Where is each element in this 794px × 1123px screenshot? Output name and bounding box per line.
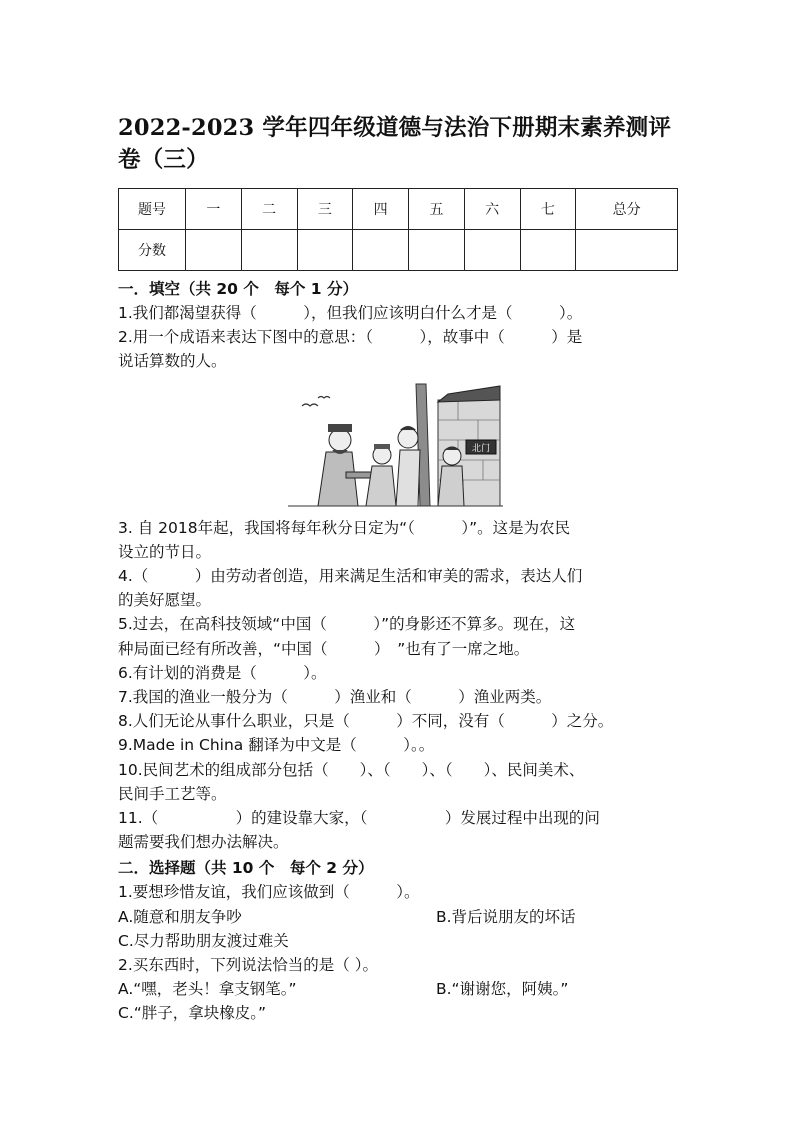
option-c: C.“胖子，拿块橡皮。” [118,1004,267,1023]
score-header-cell: 六 [464,189,520,230]
score-header-cell: 题号 [119,189,186,230]
score-cell [297,230,353,271]
gate-sign-text: 北门 [471,443,491,454]
score-header-cell: 四 [353,189,409,230]
title-line-1: 2022-2023 学年四年级道德与法治下册期末素养测评 [118,115,672,141]
question-stem: 2.买东西时，下列说法恰当的是（ ）。 [118,956,378,975]
question-line: 7.我国的渔业一般分为（ ）渔业和（ ）渔业两类。 [118,688,552,707]
section-1-heading: 一．填空（共 20 个 每个 1 分） [118,280,358,298]
exam-title [118,112,678,176]
question-line: 题需要我们想办法解决。 [118,833,289,852]
question-line: 11.（ ）的建设靠大家，（ ）发展过程中出现的问 [118,809,600,828]
section-2-heading: 二．选择题（共 10 个 每个 2 分） [118,859,374,878]
question-line: 10.民间艺术的组成部分包括（ ）、（ ）、（ ）、民间美术、 [118,760,585,779]
question-line: 种局面已经有所改善，“中国（ ） ”也有了一席之地。 [118,639,530,658]
question-stem: 1.要想珍惜友谊，我们应该做到（ ）。 [118,883,420,902]
question-line: 3. 自 2018年起，我国将每年秋分日定为“（ ）”。这是为农民 [118,518,571,537]
exam-page [118,112,678,1026]
option-a: A.“嘿，老头！拿支钢笔。” [118,980,297,999]
score-cell [576,230,678,271]
question-line: 8.人们无论从事什么职业，只是（ ）不同，没有（ ）之分。 [118,712,614,731]
option-c: C.尽力帮助朋友渡过难关 [118,931,289,950]
question-line: 5.过去，在高科技领域“中国（ ）”的身影还不算多。现在，这 [118,615,576,634]
question-line: 9.Made in China 翻译为中文是（ ）。。 [118,736,435,755]
score-cell [520,230,576,271]
question-line: 设立的节日。 [118,542,212,561]
score-cell [186,230,242,271]
score-header-cell: 五 [409,189,465,230]
question-line: 2.用一个成语来表达下图中的意思：（ ），故事中（ ）是 [118,328,583,347]
question-line: 说话算数的人。 [118,352,227,371]
option-row [118,977,678,1001]
title-line-2: 卷（三） [118,147,209,173]
score-header-cell: 七 [520,189,576,230]
score-header-cell: 总分 [576,189,678,230]
score-header-cell: 三 [297,189,353,230]
option-a: A.随意和朋友争吵 [118,907,242,926]
score-row-label: 分数 [119,230,186,271]
question-line: 的美好愿望。 [118,591,212,610]
score-cell [409,230,465,271]
option-row [118,905,678,929]
score-table [118,188,678,271]
question-line: 6.有计划的消费是（ ）。 [118,663,327,682]
question-line: 民间手工艺等。 [118,784,227,803]
score-header-cell: 二 [241,189,297,230]
score-cell [241,230,297,271]
score-cell [353,230,409,271]
score-table-header-row [119,189,678,230]
option-b: B.“谢谢您，阿姨。” [436,980,569,999]
score-table-score-row [119,230,678,271]
story-illustration [288,380,503,508]
score-header-cell: 一 [186,189,242,230]
question-line: 4.（ ）由劳动者创造，用来满足生活和审美的需求，表达人们 [118,567,583,586]
question-line: 1.我们都渴望获得（ ），但我们应该明白什么才是（ ）。 [118,304,583,322]
score-cell [464,230,520,271]
option-b: B.背后说朋友的坏话 [436,907,576,926]
